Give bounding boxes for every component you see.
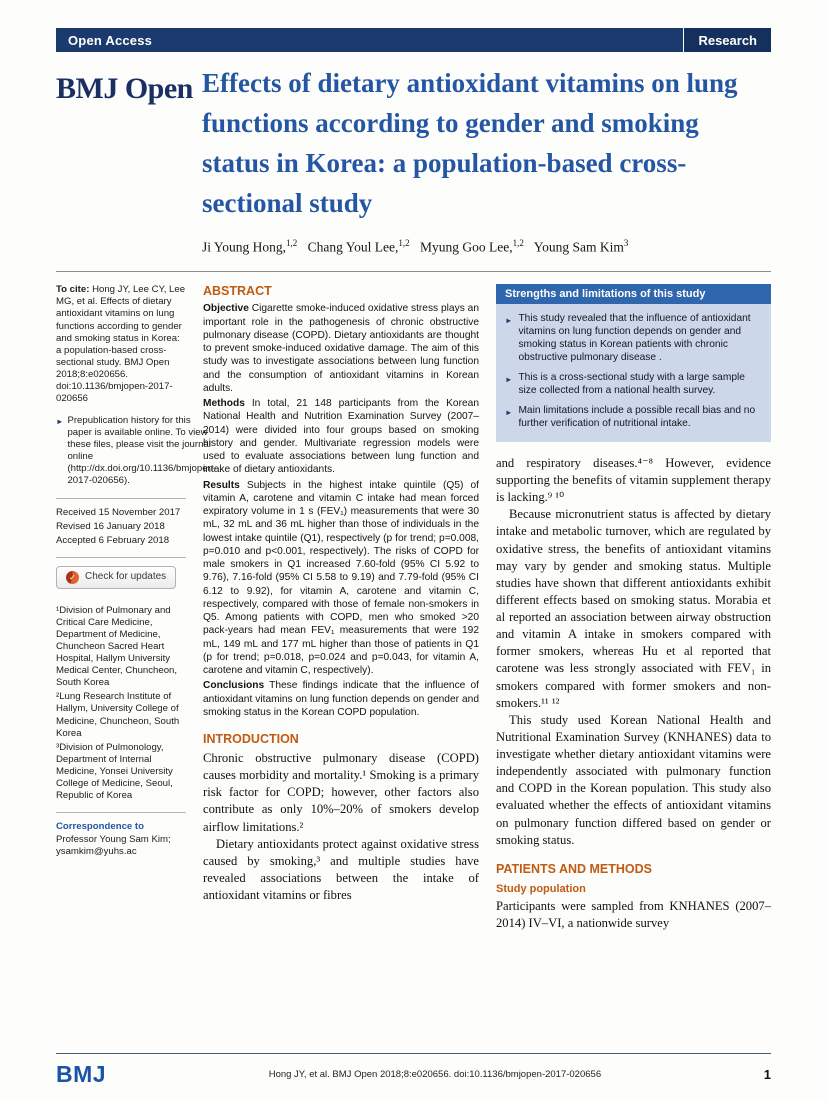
author-affiliation-sup: 1,2 bbox=[286, 237, 298, 248]
abstract-methods bbox=[203, 397, 479, 477]
strengths-item-text: Main limitations include a possible recall bias and no further verification of nutritional intake. bbox=[518, 405, 756, 429]
introduction-heading: INTRODUCTION bbox=[203, 732, 299, 747]
to-cite-text: Hong JY, Lee CY, Lee MG, et al. Effects of dietary antioxidant vitamins on lung functions according to gender and smoking status in Korea: a population-based cross-sectional study. BMJ Open 2018;8:e020656. doi:10.1136/bmjopen-2017-020656 bbox=[56, 284, 186, 405]
author-name: Myung Goo Lee, bbox=[420, 239, 513, 255]
author-name: Chang Youl Lee, bbox=[307, 239, 399, 255]
check-for-updates-badge[interactable] bbox=[56, 566, 176, 589]
abstract-results-text: Subjects in the highest intake quintile (Q5) of vitamin A, carotene and vitamin C intake had mean forced expiratory volume in 1 s (FEV₁) measurements that were 30 mL, 32 mL and 36 mL higher than those of individuals in the lowest intake quintile (Q1), respectively (p for trend; p=0.008, p=0.010 and p<0.001, respectively). The risks of COPD for male smokers in Q1 increased 7.60-fold (95% CI 5.92 to 9.76), 7.16-fold (95% CI 5.58 to 9.19) and 7.79-fold (95% CI 6.12 to 9.92), for vitamin A, carotene and vitamin C, respectively, compared with those of female non-smokers in Q5. Among patients with COPD, men who smoked >20 pack-years had mean FEV₁ measurements that were 192 mL, 149 mL and 177 mL higher than those of patients in Q1 (p for trend; p=0.018, p=0.024 and p=0.043, for vitamin A, carotene and vitamin C, respectively). bbox=[203, 479, 479, 677]
history-dates bbox=[56, 498, 186, 547]
author-list bbox=[202, 238, 771, 256]
abstract-conclusions-label: Conclusions bbox=[203, 680, 265, 692]
to-cite-block bbox=[56, 284, 186, 405]
footer-citation: Hong JY, et al. BMJ Open 2018;8:e020656. doi:10.1136/bmjopen-2017-020656 bbox=[268, 1069, 602, 1080]
introduction-paragraph-2: Dietary antioxidants protect against oxidative stress caused by smoking,³ and multiple studies have revealed associations between the intake of antioxidant vitamins or fibres bbox=[203, 836, 479, 903]
article-columns bbox=[56, 284, 771, 1040]
prepublication-text: Prepublication history for this paper is available online. To view these files, please visit the journal online (http://dx.doi.org/10.1136/bmjopen-2017-020656). bbox=[67, 415, 217, 487]
received-date: Received 15 November 2017 bbox=[56, 506, 181, 518]
correspondence-block bbox=[56, 812, 186, 858]
author-affiliation-sup: 3 bbox=[623, 237, 629, 248]
footer-row bbox=[56, 1061, 771, 1088]
introduction-paragraph-1: Chronic obstructive pulmonary disease (COPD) causes morbidity and mortality.¹ Smoking is a primary risk factor for COPD; however, other factors also contribute as only 10%–20% of smokers develop airflow limitations.² bbox=[203, 751, 479, 834]
abstract-section bbox=[203, 284, 479, 719]
affiliation-3: ³Division of Pulmonology, Department of Internal Medicine, Yonsei University College of Medicine, Seoul, Republic of Korea bbox=[56, 741, 173, 801]
arrow-bullet-icon: ► bbox=[56, 417, 64, 427]
author-name: Ji Young Hong, bbox=[202, 239, 287, 255]
middle-column bbox=[203, 284, 479, 1040]
strengths-box bbox=[496, 284, 771, 442]
affiliation-2: ²Lung Research Institute of Hallym, University College of Medicine, Chuncheon, South Korea bbox=[56, 691, 180, 739]
strengths-item bbox=[505, 405, 762, 431]
study-population-subheading: Study population bbox=[496, 882, 586, 895]
abstract-results-label: Results bbox=[203, 479, 240, 491]
page-footer bbox=[56, 1053, 771, 1088]
header-divider bbox=[56, 271, 771, 272]
arrow-bullet-icon: ► bbox=[505, 316, 513, 326]
correspondence-text[interactable]: Professor Young Sam Kim; ysamkim@yuhs.ac bbox=[56, 834, 171, 858]
arrow-bullet-icon: ► bbox=[505, 375, 513, 385]
right-column bbox=[496, 284, 771, 1040]
bmj-open-logo: BMJ Open bbox=[56, 72, 193, 105]
check-for-updates-label: Check for updates bbox=[85, 571, 167, 582]
abstract-objective-text: Cigarette smoke-induced oxidative stress plays an important role in the pathogenesis of chronic obstructive pulmonary disease (COPD). Dietary antioxidants are thought to prevent smoke-induced oxidative damage. The aim of this study was to investigate associations between lung function and the consumption of antioxidant vitamins in Korean adults. bbox=[203, 303, 479, 394]
strengths-item bbox=[505, 313, 762, 365]
abstract-results bbox=[203, 479, 479, 678]
affiliation-1: ¹Division of Pulmonary and Critical Care Medicine, Department of Medicine, Chuncheon Sacred Heart Hospital, Hallym University Medical Center, Chuncheon, South Korea bbox=[56, 604, 178, 689]
strengths-item bbox=[505, 372, 762, 398]
strengths-body bbox=[496, 304, 771, 442]
crossmark-icon: ✓ bbox=[66, 571, 79, 584]
check-for-updates-block bbox=[56, 557, 186, 593]
abstract-conclusions bbox=[203, 679, 479, 719]
introduction-paragraph-5: This study used Korean National Health and Nutritional Examination Survey (KNHANES) data to investigate whether dietary antioxidant vitamins were independently associated with pulmonary function and COPD in the Korean population. This study also evaluated whether the effects of antioxidant vitamins on pulmonary function differed based on gender or smoking status. bbox=[496, 712, 771, 847]
open-access-label: Open Access bbox=[68, 32, 153, 48]
strengths-item-text: This study revealed that the influence of antioxidant vitamins on lung function depends on gender and smoking status in Korean patients with chronic obstructive pulmonary disease . bbox=[518, 313, 751, 364]
strengths-title: Strengths and limitations of this study bbox=[496, 284, 771, 304]
arrow-bullet-icon: ► bbox=[505, 408, 513, 418]
author-affiliation-sup: 1,2 bbox=[512, 237, 524, 248]
abstract-objective bbox=[203, 302, 479, 395]
article-title: Effects of dietary antioxidant vitamins on lung functions according to gender and smoking status in Korea: a population-based cross-sectional study bbox=[202, 68, 738, 218]
introduction-paragraph-3: and respiratory diseases.⁴⁻⁸ However, evidence supporting the benefits of vitamin supplement therapy is lacking.⁹ ¹⁰ bbox=[496, 455, 771, 505]
methods-paragraph-1: Participants were sampled from KNHANES (2007–2014) IV–VI, a nationwide survey bbox=[496, 898, 771, 930]
to-cite-label: To cite: bbox=[56, 284, 93, 296]
page-number: 1 bbox=[763, 1067, 771, 1082]
open-access-bar bbox=[56, 28, 771, 52]
abstract-methods-text: In total, 21 148 participants from the Korean National Health and Nutrition Examination Survey (2007–2014) were divided into four groups based on smoking history and gender. Multivariate regression models were used to evaluate associations between lung function and intake of dietary antioxidants. bbox=[203, 398, 479, 476]
correspondence-label: Correspondence to bbox=[56, 821, 144, 833]
abstract-conclusions-text: These findings indicate that the influence of antioxidant vitamins on lung function depends on gender and smoking status in the Korean COPD population. bbox=[203, 680, 479, 718]
accepted-date: Accepted 6 February 2018 bbox=[56, 534, 170, 546]
affiliations-block bbox=[56, 605, 186, 802]
prepublication-note bbox=[56, 415, 217, 487]
footer-divider bbox=[56, 1053, 771, 1054]
author-name: Young Sam Kim bbox=[533, 239, 624, 255]
abstract-objective-label: Objective bbox=[203, 303, 249, 315]
margin-column bbox=[56, 284, 217, 1040]
methods-heading: PATIENTS AND METHODS bbox=[496, 861, 653, 876]
introduction-paragraph-4: Because micronutrient status is affected by dietary intake and metabolic turnover, which are regulated by oxidative stress, the benefits of antioxidant vitamins may vary by gender and smoking status. Multiple studies have shown that different antioxidants exhibit different effects based on smoking status. Morabia et al reported an association between airway obstruction and vitamin A intake in smokers compared with former smokers, whereas Hu et al reported that carotene was less strongly associated with FEV₁ in smokers compared with former smokers and non-smokers.¹¹ ¹² bbox=[496, 507, 771, 710]
revised-date: Revised 16 January 2018 bbox=[56, 520, 165, 532]
research-label: Research bbox=[683, 28, 771, 52]
author-affiliation-sup: 1,2 bbox=[398, 237, 410, 248]
abstract-methods-label: Methods bbox=[203, 398, 245, 410]
masthead bbox=[56, 64, 771, 224]
strengths-item-text: This is a cross-sectional study with a large sample size collected from a national health survey. bbox=[518, 372, 745, 397]
abstract-heading: ABSTRACT bbox=[203, 284, 272, 299]
bmj-logo: BMJ bbox=[56, 1061, 107, 1087]
